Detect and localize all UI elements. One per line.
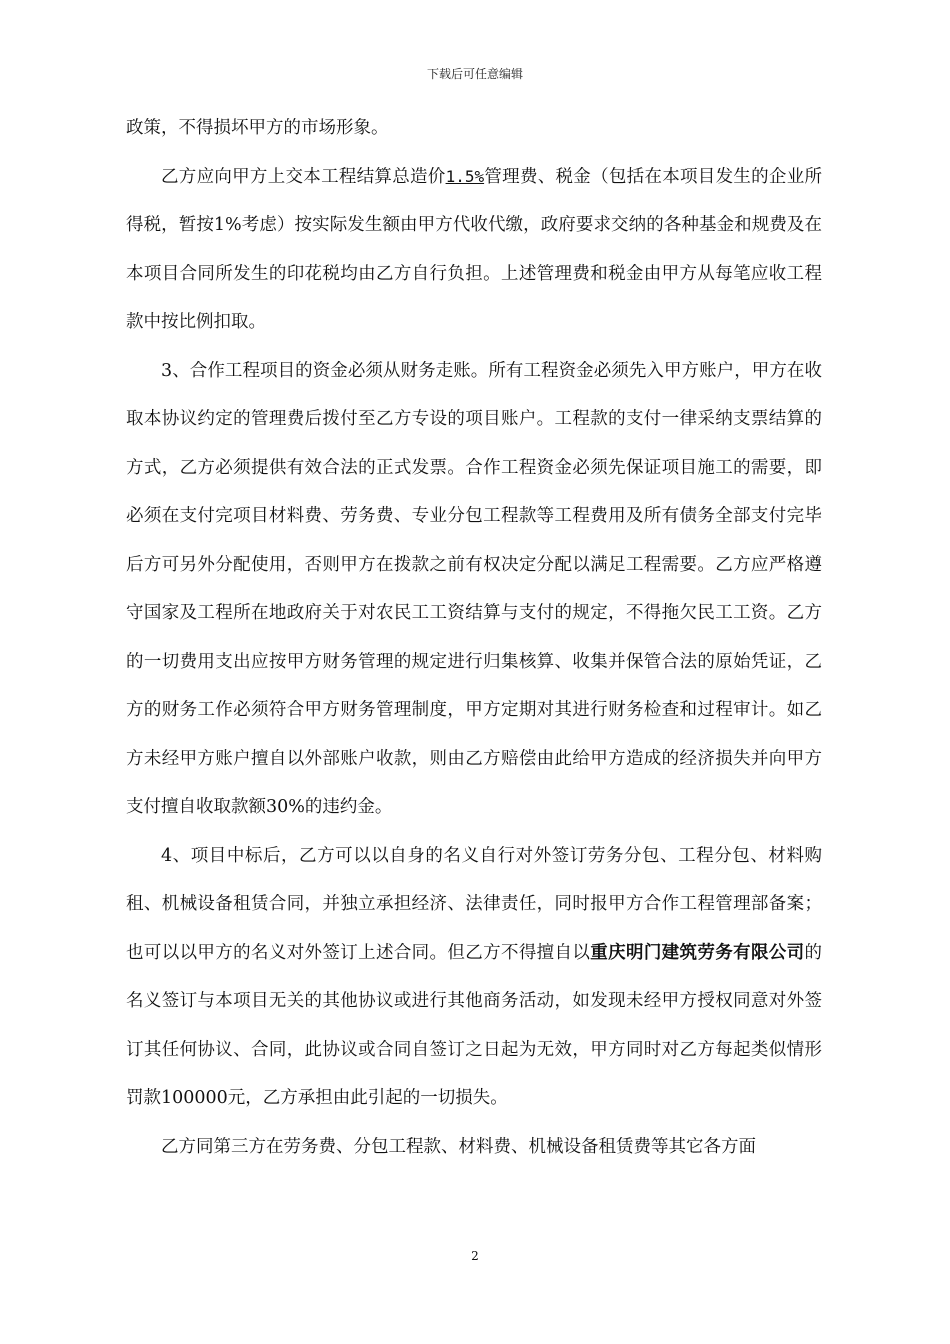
clause-4-text-start: 4、项目中标后，乙方可以以自身的名义自行对外签订劳务分包、工程分包、材料购租、机械设备租赁合同，并独立承担经济、法律责任，同时报甲方合作工程管理部备案；也可以以甲方的名义对外签订上述合同。但乙方不得擅自以: [126, 845, 822, 963]
paragraph-third-party: 乙方同第三方在劳务费、分包工程款、材料费、机械设备租赁费等其它各方面: [161, 1136, 756, 1157]
management-fee-text-start: 乙方应向甲方上交本工程结算总造价: [161, 166, 446, 187]
page-number: 2: [471, 1249, 479, 1263]
management-fee-text-end: 管理费、税金（包括在本项目发生的企业所得税，暂按1%考虑）按实际发生额由甲方代收代缴，政府要求交纳的各种基金和规费及在本项目合同所发生的印花税均由乙方自行负担。上述管理费和税金由甲方从每笔应收工程款中按比例扣取。: [126, 166, 823, 332]
company-name: 重庆明门建筑劳务有限公司: [590, 942, 805, 963]
clause-4-text-end: 的名义签订与本项目无关的其他协议或进行其他商务活动，如发现未经甲方授权同意对外签订其任何协议、合同，此协议或合同自签订之日起为无效，甲方同时对乙方每起类似情形罚款100000元，乙方承担由此引起的一切损失。: [126, 942, 823, 1108]
paragraph-clause-4-contracts: [126, 832, 822, 1123]
management-fee-rate: 1.5%: [445, 166, 485, 186]
page-header: 下载后可任意编辑: [426, 67, 523, 81]
paragraph-policy-continuation: 政策，不得损坏甲方的市场形象。: [126, 118, 389, 138]
document-body: [126, 104, 822, 1171]
paragraph-clause-3-finance: 3、合作工程项目的资金必须从财务走账。所有工程资金必须先入甲方账户，甲方在收取本协议约定的管理费后拨付至乙方专设的项目账户。工程款的支付一律采纳支票结算的方式，乙方必须提供有效合法的正式发票。合作工程资金必须先保证项目施工的需要，即必须在支付完项目材料费、劳务费、专业分包工程款等工程费用及所有债务全部支付完毕后方可另外分配使用，否则甲方在拨款之前有权决定分配以满足工程需要。乙方应严格遵守国家及工程所在地政府关于对农民工工资结算与支付的规定，不得拖欠民工工资。乙方的一切费用支出应按甲方财务管理的规定进行归集核算、收集并保管合法的原始凭证，乙方的财务工作必须符合甲方财务管理制度，甲方定期对其进行财务检查和过程审计。如乙方未经甲方账户擅自以外部账户收款，则由乙方赔偿由此给甲方造成的经济损失并向甲方支付擅自收取款额30%的违约金。: [126, 360, 822, 817]
paragraph-management-fee: [126, 153, 822, 347]
